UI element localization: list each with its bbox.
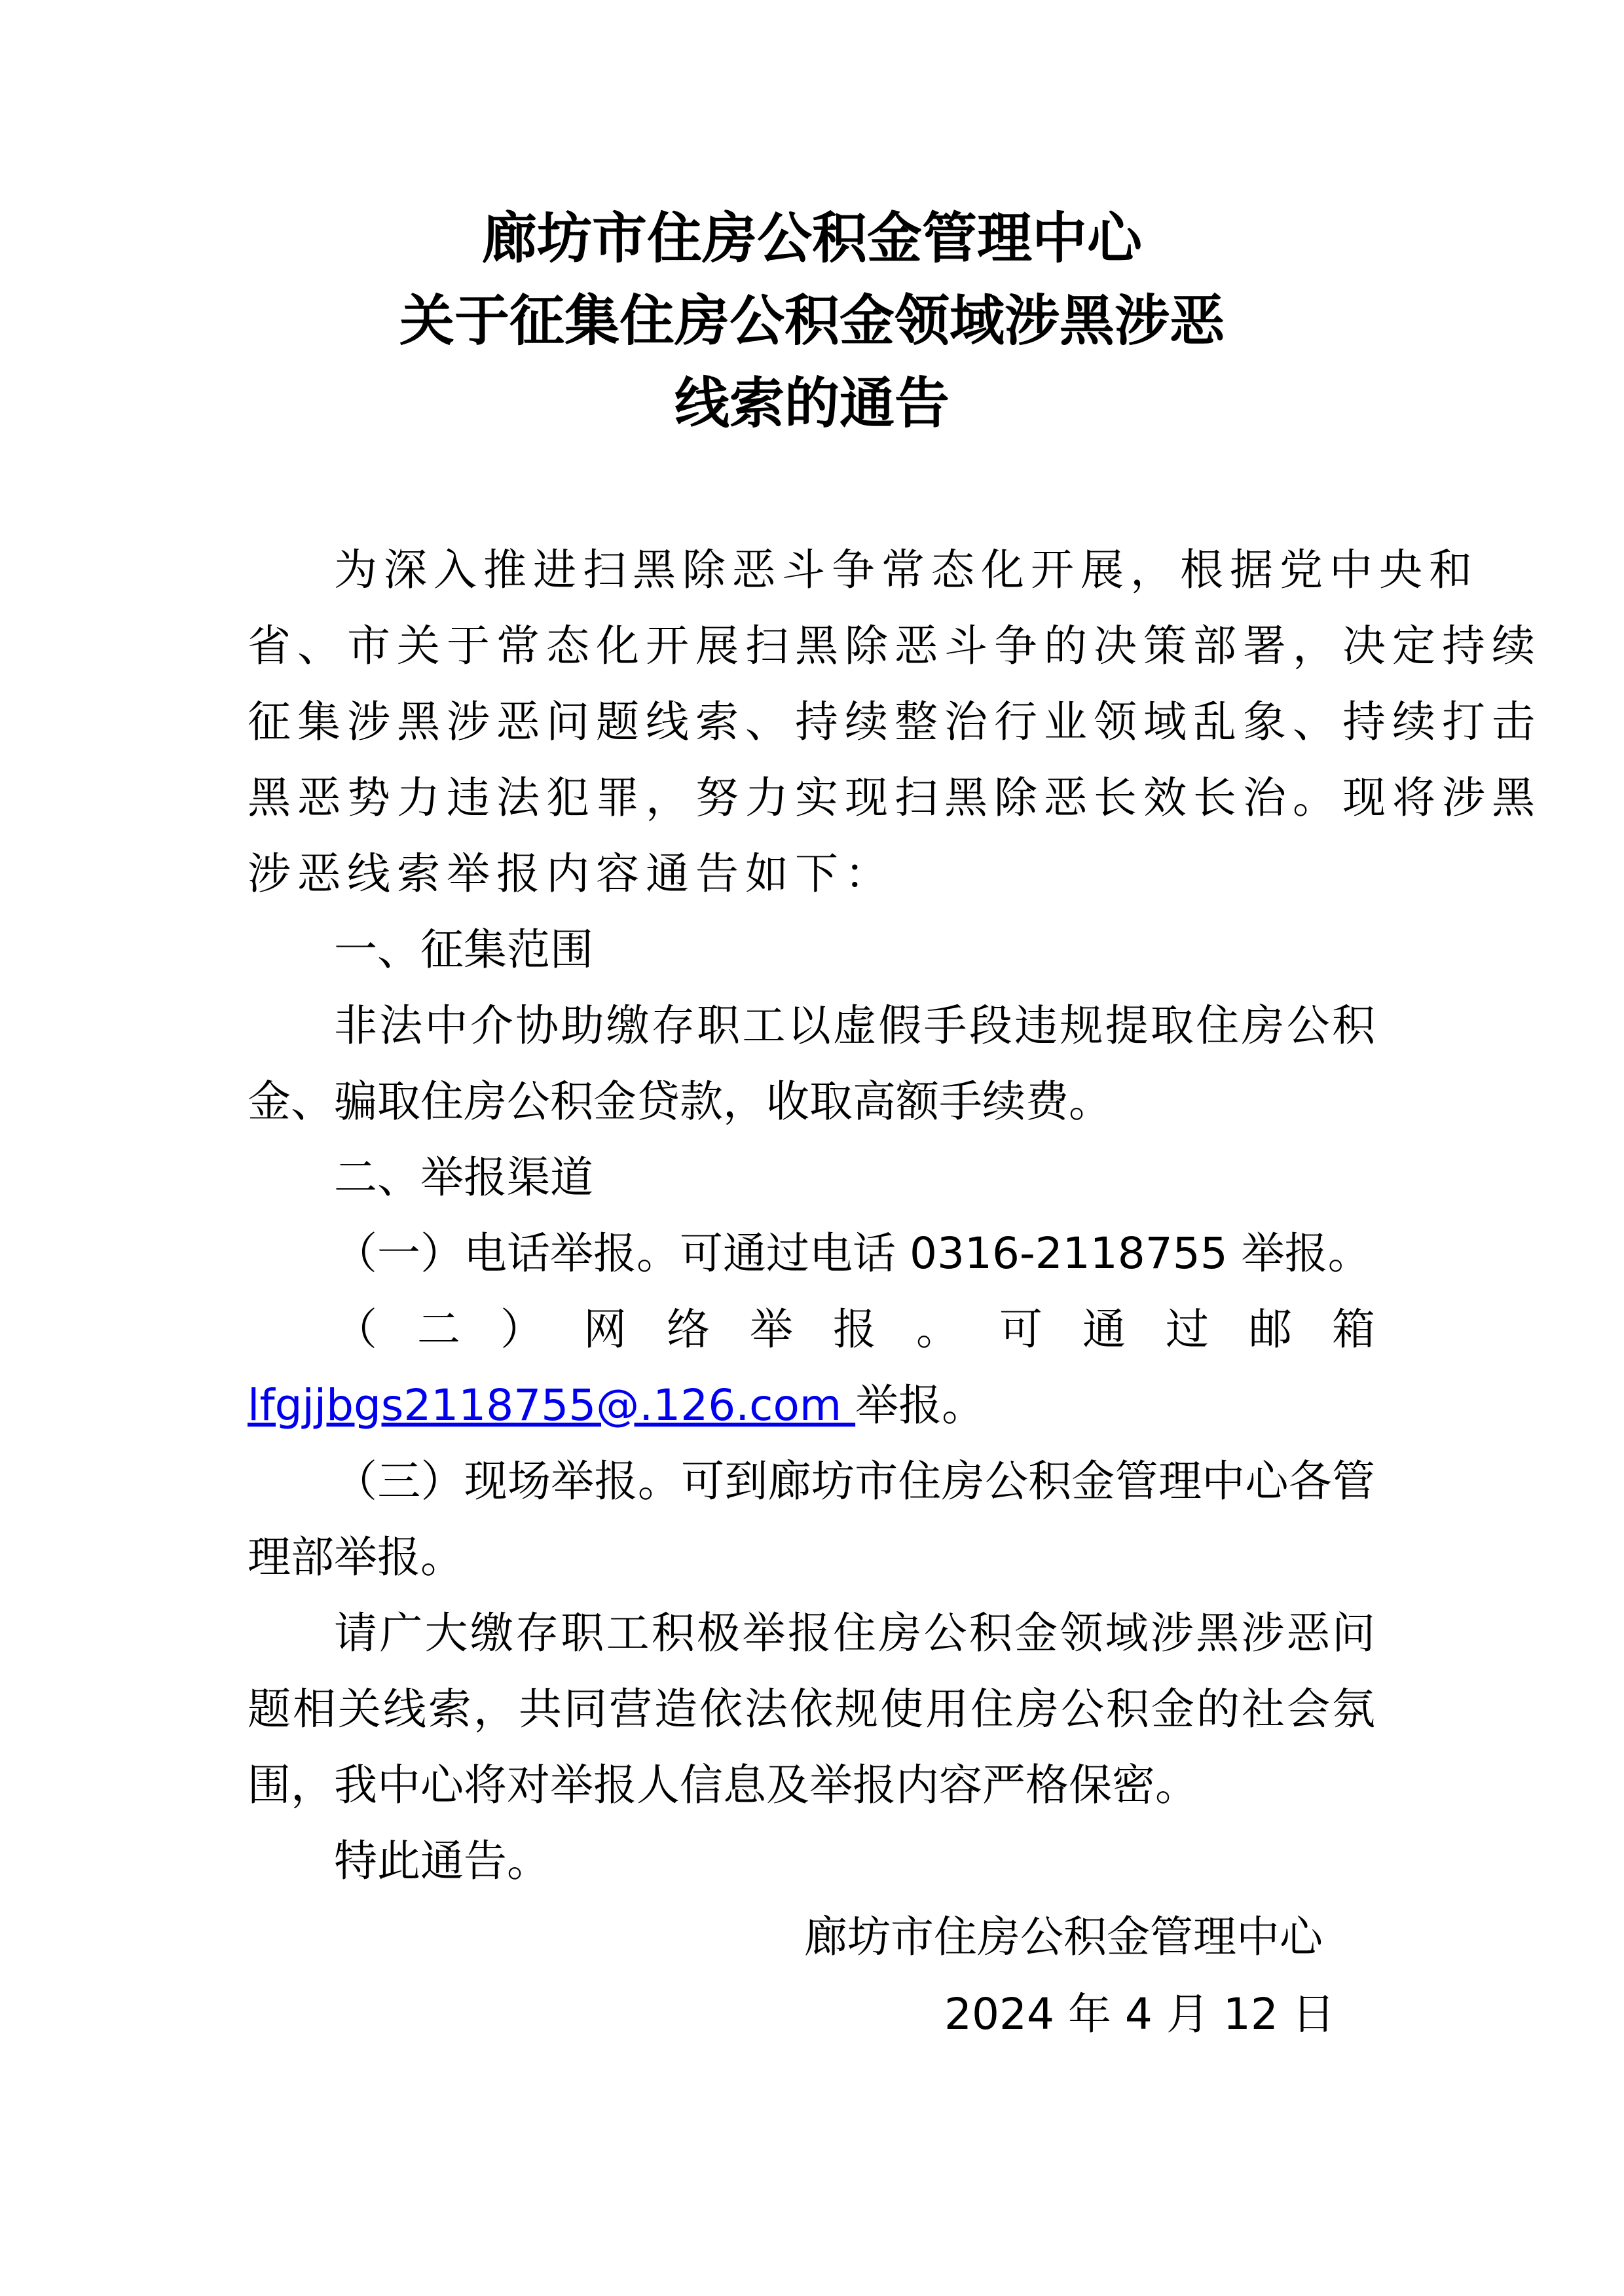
document-title-line-3: 线索的通告	[674, 371, 950, 435]
section-heading-channels: 二、举报渠道	[334, 1152, 593, 1203]
intro-line: 黑恶势力违法犯罪，努力实现扫黑除恶长效长治。现将涉黑	[248, 773, 1541, 823]
onsite-report-line: （三）现场举报。可到廊坊市住房公积金管理中心各管	[334, 1456, 1375, 1506]
section-heading-scope: 一、征集范围	[334, 924, 593, 975]
email-line-suffix: 举报。	[855, 1380, 986, 1430]
scope-line: 非法中介协助缴存职工以虚假手段违规提取住房公积	[334, 1000, 1375, 1051]
notice-end: 特此通告。	[334, 1836, 550, 1886]
email-line	[248, 1380, 1375, 1430]
intro-line: 涉恶线索举报内容通告如下：	[248, 848, 895, 899]
closing-line: 围，我中心将对举报人信息及举报内容严格保密。	[248, 1760, 1198, 1810]
onsite-report-line: 理部举报。	[248, 1532, 464, 1582]
closing-line: 请广大缴存职工积极举报住房公积金领域涉黑涉恶问	[334, 1608, 1375, 1658]
signature-date: 2024 年 4 月 12 日	[944, 1989, 1335, 2039]
online-report-line: （二）网络举报。可通过邮箱	[334, 1304, 1375, 1355]
email-link[interactable]: lfgjjbgs2118755@.126.com	[248, 1380, 856, 1430]
scope-line: 金、骗取住房公积金贷款，收取高额手续费。	[248, 1076, 1112, 1127]
document-title-line-1: 廊坊市住房公积金管理中心	[481, 206, 1142, 270]
intro-line: 省、市关于常态化开展扫黑除恶斗争的决策部署，决定持续	[248, 621, 1541, 671]
intro-line: 征集涉黑涉恶问题线索、持续整治行业领域乱象、持续打击	[248, 697, 1541, 747]
intro-line: 为深入推进扫黑除恶斗争常态化开展，根据党中央和	[334, 545, 1479, 595]
phone-report-line: （一）电话举报。可通过电话 0316-2118755 举报。	[334, 1228, 1371, 1279]
signature-organization: 廊坊市住房公积金管理中心	[804, 1912, 1323, 1962]
closing-line: 题相关线索，共同营造依法依规使用住房公积金的社会氛	[248, 1684, 1375, 1734]
document-title-line-2: 关于征集住房公积金领域涉黑涉恶	[399, 289, 1225, 353]
